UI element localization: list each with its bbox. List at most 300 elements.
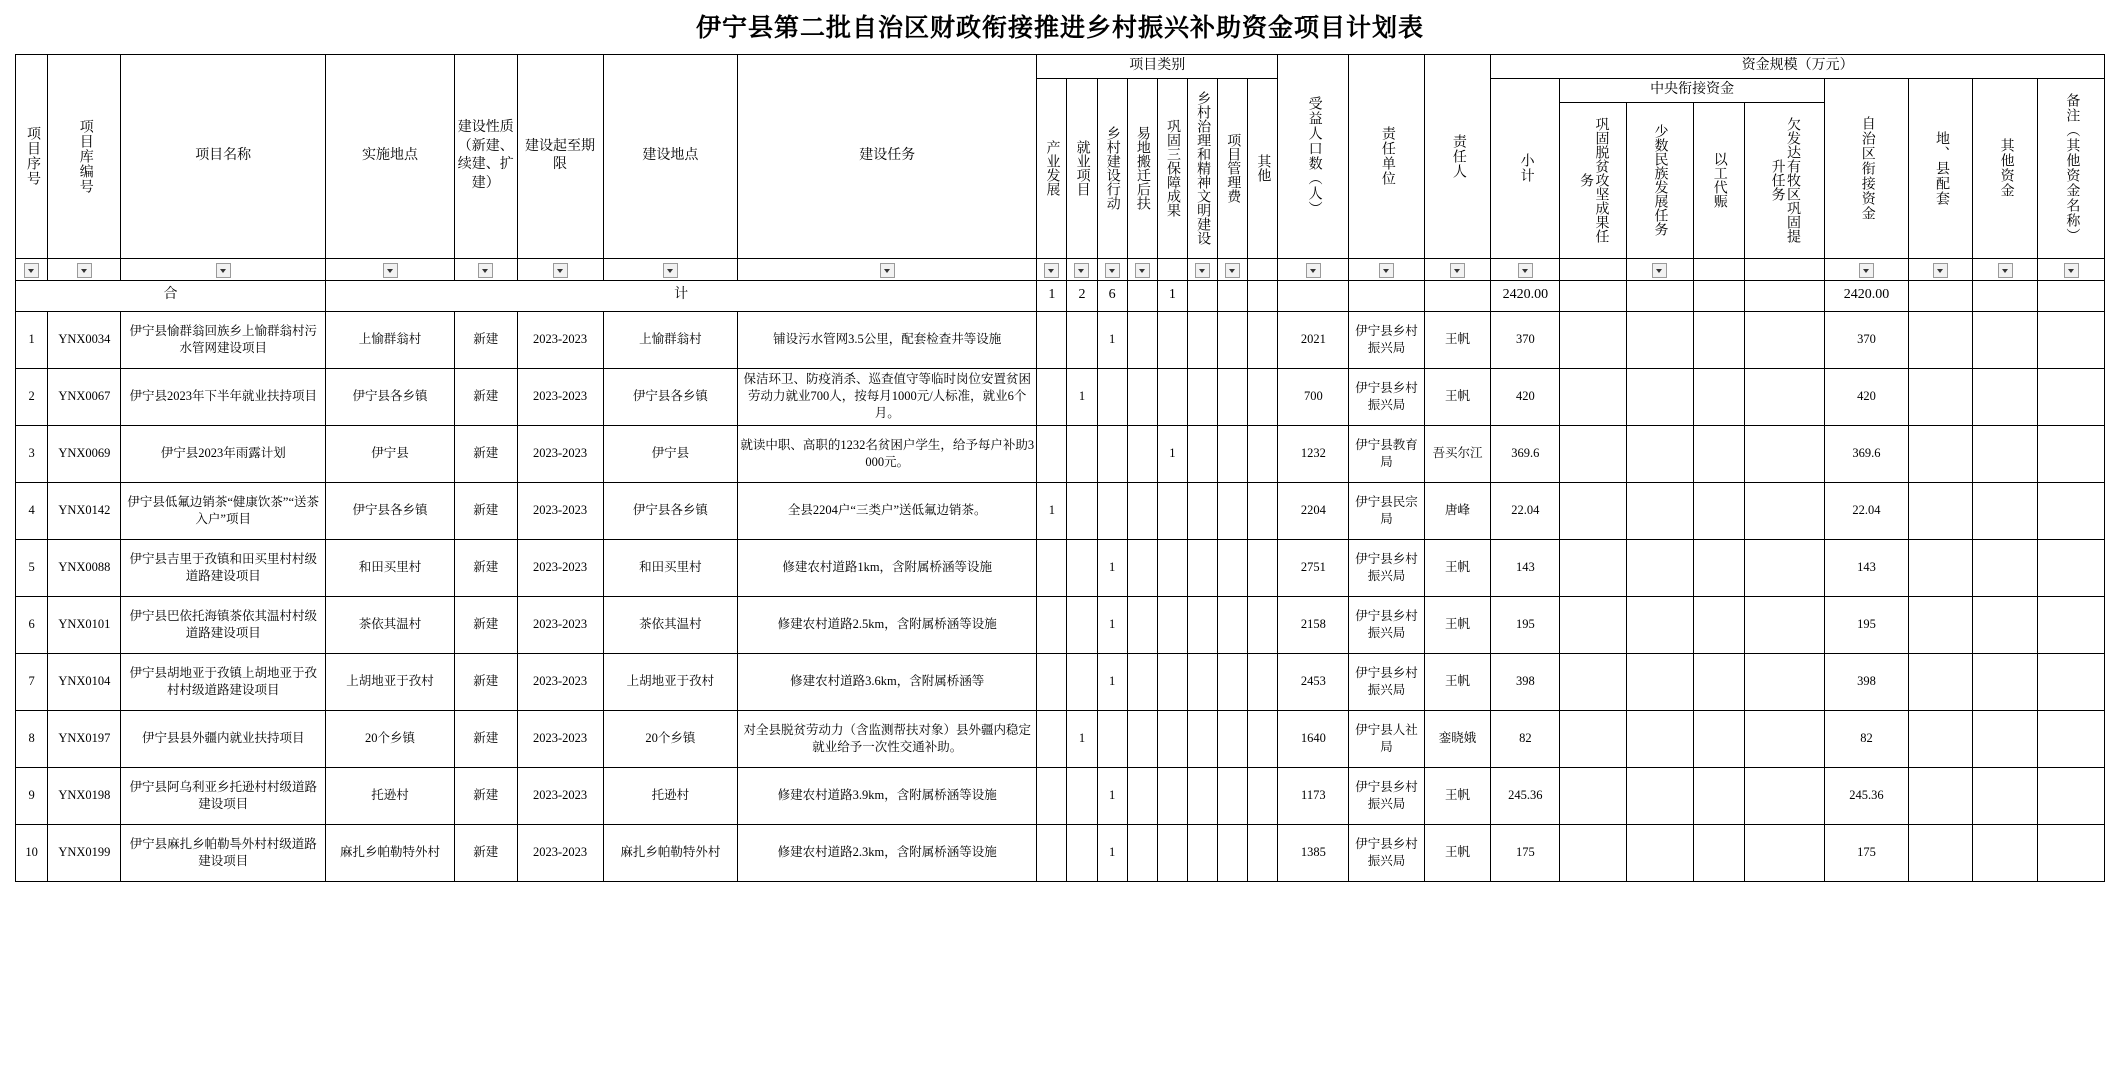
filter-dropdown-icon[interactable] <box>1518 263 1533 278</box>
project-plan-table <box>15 54 2105 882</box>
cell-resp-person: 唐峰 <box>1424 482 1491 539</box>
cell-code: YNX0088 <box>48 539 121 596</box>
cell-task: 修建农村道路1km，含附属桥涵等设施 <box>738 539 1037 596</box>
filter-central-work-relief[interactable] <box>1693 258 1745 280</box>
cell-remark <box>2038 824 2105 881</box>
cell-resp-person: 王帆 <box>1424 539 1491 596</box>
filter-local-match[interactable] <box>1908 258 1973 280</box>
cell-task: 对全县脱贫劳动力（含监测帮扶对象）县外疆内稳定就业给予一次性交通补助。 <box>738 710 1037 767</box>
col-header-cat-employment: 就业项目 <box>1067 78 1097 258</box>
cell-task: 就读中职、高职的1232名贫困户学生，给予每户补助3000元。 <box>738 425 1037 482</box>
cell-autonomous-funds: 82 <box>1824 710 1908 767</box>
cell-cat-employment <box>1067 482 1097 539</box>
cell-nature: 新建 <box>455 311 517 368</box>
cell-cat-industry <box>1037 824 1067 881</box>
cell-central-pastoral <box>1745 767 1825 824</box>
cell-seq: 1 <box>16 311 48 368</box>
cell-name: 伊宁县吉里于孜镇和田买里村村级道路建设项目 <box>121 539 325 596</box>
cell-cat-industry <box>1037 311 1067 368</box>
filter-dropdown-icon[interactable] <box>880 263 895 278</box>
filter-dropdown-icon[interactable] <box>1859 263 1874 278</box>
cell-seq: 7 <box>16 653 48 710</box>
cell-impl-place: 上胡地亚于孜村 <box>325 653 454 710</box>
col-header-cat-mgmt-fee: 项目管理费 <box>1218 78 1248 258</box>
filter-remark[interactable] <box>2038 258 2105 280</box>
filter-dropdown-icon[interactable] <box>1135 263 1150 278</box>
cell-name: 伊宁县胡地亚于孜镇上胡地亚于孜村村级道路建设项目 <box>121 653 325 710</box>
cell-code: YNX0067 <box>48 368 121 425</box>
cell-central-minority <box>1626 710 1693 767</box>
cell-central-pastoral <box>1745 596 1825 653</box>
cell-cat-employment <box>1067 311 1097 368</box>
cell-resp-unit: 伊宁县教育局 <box>1349 425 1424 482</box>
cell-nature: 新建 <box>455 482 517 539</box>
cell-impl-place: 上愉群翁村 <box>325 311 454 368</box>
cell-name: 伊宁县愉群翁回族乡上愉群翁村污水管网建设项目 <box>121 311 325 368</box>
cell-other-funds <box>1973 311 2038 368</box>
filter-dropdown-icon[interactable] <box>1105 263 1120 278</box>
cell-local-match <box>1908 824 1973 881</box>
filter-cat-governance[interactable] <box>1187 258 1217 280</box>
cell-resp-unit: 伊宁县乡村振兴局 <box>1349 596 1424 653</box>
cell-location: 托逊村 <box>603 767 738 824</box>
cell-central-pastoral <box>1745 539 1825 596</box>
cell-central-poverty <box>1560 311 1627 368</box>
cell-cat-other <box>1248 539 1278 596</box>
filter-dropdown-icon[interactable] <box>1225 263 1240 278</box>
col-header-name: 项目名称 <box>121 55 325 259</box>
cell-central-pastoral <box>1745 482 1825 539</box>
cell-period: 2023-2023 <box>517 596 603 653</box>
cell-autonomous-funds: 175 <box>1824 824 1908 881</box>
total-row <box>16 280 2105 311</box>
filter-impl-place[interactable] <box>325 258 454 280</box>
cell-resp-person: 王帆 <box>1424 596 1491 653</box>
filter-dropdown-icon[interactable] <box>1379 263 1394 278</box>
cell-cat-mgmt-fee <box>1218 482 1248 539</box>
col-header-period: 建设起至期限 <box>517 55 603 259</box>
cell-local-match <box>1908 710 1973 767</box>
cell-other-funds <box>1973 824 2038 881</box>
cell-cat-other <box>1248 653 1278 710</box>
cell-impl-place: 伊宁县 <box>325 425 454 482</box>
filter-cat-consolidate[interactable] <box>1157 258 1187 280</box>
col-header-impl-place: 实施地点 <box>325 55 454 259</box>
cell-resp-unit: 伊宁县乡村振兴局 <box>1349 311 1424 368</box>
cell-nature: 新建 <box>455 653 517 710</box>
cell-cat-mgmt-fee <box>1218 539 1248 596</box>
cell-remark <box>2038 653 2105 710</box>
filter-period[interactable] <box>517 258 603 280</box>
cell-name: 伊宁县麻扎乡帕勒특外村村级道路建设项目 <box>121 824 325 881</box>
cell-resp-unit: 伊宁县乡村振兴局 <box>1349 539 1424 596</box>
cell-cat-relocation <box>1127 710 1157 767</box>
filter-dropdown-icon[interactable] <box>1450 263 1465 278</box>
cell-code: YNX0104 <box>48 653 121 710</box>
cell-subtotal: 195 <box>1491 596 1560 653</box>
cell-cat-governance <box>1187 368 1217 425</box>
cell-subtotal: 245.36 <box>1491 767 1560 824</box>
cell-central-work-relief <box>1693 425 1745 482</box>
cell-central-poverty <box>1560 710 1627 767</box>
cell-beneficiaries: 2453 <box>1278 653 1349 710</box>
col-header-autonomous-funds: 自治区衔接资金 <box>1824 78 1908 258</box>
total-cat-other <box>1248 280 1278 311</box>
group-header-fund-scale: 资金规模（万元） <box>1491 55 2105 79</box>
cell-central-minority <box>1626 425 1693 482</box>
cell-local-match <box>1908 368 1973 425</box>
cell-central-pastoral <box>1745 824 1825 881</box>
cell-cat-consolidate <box>1157 824 1187 881</box>
cell-cat-village: 1 <box>1097 653 1127 710</box>
cell-resp-unit: 伊宁县乡村振兴局 <box>1349 767 1424 824</box>
table-row <box>16 482 2105 539</box>
total-autonomous-funds: 2420.00 <box>1824 280 1908 311</box>
filter-dropdown-icon[interactable] <box>1933 263 1948 278</box>
cell-cat-industry <box>1037 425 1067 482</box>
cell-cat-other <box>1248 767 1278 824</box>
cell-subtotal: 143 <box>1491 539 1560 596</box>
cell-cat-village <box>1097 482 1127 539</box>
cell-cat-mgmt-fee <box>1218 596 1248 653</box>
cell-subtotal: 370 <box>1491 311 1560 368</box>
cell-resp-person: 王帆 <box>1424 824 1491 881</box>
cell-cat-mgmt-fee <box>1218 425 1248 482</box>
cell-location: 伊宁县各乡镇 <box>603 368 738 425</box>
col-header-resp-person: 责任人 <box>1424 55 1491 259</box>
cell-cat-other <box>1248 368 1278 425</box>
cell-cat-industry <box>1037 596 1067 653</box>
cell-cat-governance <box>1187 653 1217 710</box>
cell-central-work-relief <box>1693 824 1745 881</box>
cell-cat-governance <box>1187 539 1217 596</box>
filter-code[interactable] <box>48 258 121 280</box>
filter-dropdown-icon[interactable] <box>1652 263 1667 278</box>
filter-dropdown-icon[interactable] <box>1306 263 1321 278</box>
cell-seq: 2 <box>16 368 48 425</box>
col-header-local-match: 地、县配套 <box>1908 78 1973 258</box>
col-header-cat-other: 其他 <box>1248 78 1278 258</box>
total-cat-employment: 2 <box>1067 280 1097 311</box>
filter-dropdown-icon[interactable] <box>1195 263 1210 278</box>
cell-code: YNX0198 <box>48 767 121 824</box>
table-row <box>16 539 2105 596</box>
col-header-other-funds: 其他资金 <box>1973 78 2038 258</box>
cell-beneficiaries: 2021 <box>1278 311 1349 368</box>
cell-cat-industry <box>1037 539 1067 596</box>
cell-other-funds <box>1973 482 2038 539</box>
cell-cat-village: 1 <box>1097 767 1127 824</box>
cell-cat-other <box>1248 596 1278 653</box>
filter-resp-unit[interactable] <box>1349 258 1424 280</box>
cell-cat-village: 1 <box>1097 311 1127 368</box>
cell-location: 上胡地亚于孜村 <box>603 653 738 710</box>
filter-task[interactable] <box>738 258 1037 280</box>
header-row-groups <box>16 55 2105 79</box>
filter-cat-mgmt-fee[interactable] <box>1218 258 1248 280</box>
filter-dropdown-icon[interactable] <box>663 263 678 278</box>
col-header-code: 项目库编号 <box>48 55 121 259</box>
cell-code: YNX0142 <box>48 482 121 539</box>
cell-cat-village <box>1097 710 1127 767</box>
cell-autonomous-funds: 143 <box>1824 539 1908 596</box>
cell-remark <box>2038 482 2105 539</box>
filter-cat-village[interactable] <box>1097 258 1127 280</box>
cell-nature: 新建 <box>455 539 517 596</box>
cell-code: YNX0199 <box>48 824 121 881</box>
filter-dropdown-icon[interactable] <box>1998 263 2013 278</box>
filter-seq[interactable] <box>16 258 48 280</box>
cell-nature: 新建 <box>455 710 517 767</box>
cell-cat-employment: 1 <box>1067 368 1097 425</box>
total-central-work-relief <box>1693 280 1745 311</box>
cell-name: 伊宁县低氟边销茶“健康饮茶”“送茶入户”项目 <box>121 482 325 539</box>
cell-central-poverty <box>1560 596 1627 653</box>
filter-cat-other[interactable] <box>1248 258 1278 280</box>
col-header-beneficiaries: 受益人口数（人） <box>1278 55 1349 259</box>
cell-autonomous-funds: 420 <box>1824 368 1908 425</box>
col-header-central-poverty: 巩固脱贫攻坚成果任务 <box>1560 102 1627 258</box>
cell-cat-employment <box>1067 425 1097 482</box>
filter-dropdown-icon[interactable] <box>216 263 231 278</box>
cell-local-match <box>1908 653 1973 710</box>
table-row <box>16 710 2105 767</box>
filter-dropdown-icon[interactable] <box>383 263 398 278</box>
cell-cat-consolidate <box>1157 539 1187 596</box>
cell-remark <box>2038 311 2105 368</box>
cell-location: 麻扎乡帕勒特外村 <box>603 824 738 881</box>
group-header-central-funds: 中央衔接资金 <box>1560 78 1825 102</box>
cell-central-work-relief <box>1693 767 1745 824</box>
cell-cat-mgmt-fee <box>1218 311 1248 368</box>
cell-central-work-relief <box>1693 311 1745 368</box>
cell-cat-employment <box>1067 653 1097 710</box>
cell-code: YNX0034 <box>48 311 121 368</box>
filter-subtotal[interactable] <box>1491 258 1560 280</box>
cell-central-work-relief <box>1693 596 1745 653</box>
cell-cat-village <box>1097 368 1127 425</box>
cell-cat-governance <box>1187 710 1217 767</box>
table-row <box>16 596 2105 653</box>
cell-local-match <box>1908 767 1973 824</box>
cell-name: 伊宁县2023年雨露计划 <box>121 425 325 482</box>
filter-other-funds[interactable] <box>1973 258 2038 280</box>
cell-cat-governance <box>1187 425 1217 482</box>
cell-autonomous-funds: 22.04 <box>1824 482 1908 539</box>
cell-beneficiaries: 2158 <box>1278 596 1349 653</box>
cell-seq: 10 <box>16 824 48 881</box>
cell-remark <box>2038 425 2105 482</box>
cell-other-funds <box>1973 767 2038 824</box>
total-resp-person <box>1424 280 1491 311</box>
cell-cat-other <box>1248 311 1278 368</box>
cell-location: 茶依其温村 <box>603 596 738 653</box>
total-central-poverty <box>1560 280 1627 311</box>
cell-central-pastoral <box>1745 653 1825 710</box>
cell-cat-consolidate <box>1157 653 1187 710</box>
cell-subtotal: 398 <box>1491 653 1560 710</box>
total-local-match <box>1908 280 1973 311</box>
cell-central-minority <box>1626 653 1693 710</box>
filter-dropdown-icon[interactable] <box>2064 263 2079 278</box>
cell-central-poverty <box>1560 368 1627 425</box>
cell-cat-consolidate <box>1157 368 1187 425</box>
filter-location[interactable] <box>603 258 738 280</box>
filter-dropdown-icon[interactable] <box>553 263 568 278</box>
cell-cat-mgmt-fee <box>1218 368 1248 425</box>
cell-name: 伊宁县2023年下半年就业扶持项目 <box>121 368 325 425</box>
cell-cat-relocation <box>1127 368 1157 425</box>
filter-dropdown-icon[interactable] <box>77 263 92 278</box>
cell-cat-consolidate <box>1157 482 1187 539</box>
filter-dropdown-icon[interactable] <box>24 263 39 278</box>
cell-central-pastoral <box>1745 425 1825 482</box>
cell-autonomous-funds: 245.36 <box>1824 767 1908 824</box>
cell-resp-unit: 伊宁县人社局 <box>1349 710 1424 767</box>
filter-cat-relocation[interactable] <box>1127 258 1157 280</box>
col-header-cat-consolidate: 巩固三保障成果 <box>1157 78 1187 258</box>
cell-cat-relocation <box>1127 539 1157 596</box>
cell-central-minority <box>1626 482 1693 539</box>
cell-remark <box>2038 539 2105 596</box>
cell-name: 伊宁县县外疆内就业扶持项目 <box>121 710 325 767</box>
cell-task: 全县2204户“三类户”送低氟边销茶。 <box>738 482 1037 539</box>
total-cat-mgmt-fee <box>1218 280 1248 311</box>
cell-location: 上愉群翁村 <box>603 311 738 368</box>
cell-seq: 3 <box>16 425 48 482</box>
cell-period: 2023-2023 <box>517 482 603 539</box>
total-label: 合 <box>16 280 326 311</box>
cell-cat-other <box>1248 482 1278 539</box>
filter-central-minority[interactable] <box>1626 258 1693 280</box>
table-row <box>16 368 2105 425</box>
cell-central-minority <box>1626 311 1693 368</box>
cell-central-minority <box>1626 368 1693 425</box>
cell-cat-consolidate <box>1157 311 1187 368</box>
cell-cat-industry <box>1037 653 1067 710</box>
cell-central-poverty <box>1560 653 1627 710</box>
cell-cat-mgmt-fee <box>1218 653 1248 710</box>
cell-other-funds <box>1973 710 2038 767</box>
cell-resp-unit: 伊宁县民宗局 <box>1349 482 1424 539</box>
cell-autonomous-funds: 195 <box>1824 596 1908 653</box>
cell-resp-person: 銮晓娥 <box>1424 710 1491 767</box>
filter-dropdown-icon[interactable] <box>1074 263 1089 278</box>
cell-remark <box>2038 710 2105 767</box>
cell-beneficiaries: 1385 <box>1278 824 1349 881</box>
filter-resp-person[interactable] <box>1424 258 1491 280</box>
page-title: 伊宁县第二批自治区财政衔接推进乡村振兴补助资金项目计划表 <box>695 15 1424 42</box>
filter-central-pastoral[interactable] <box>1745 258 1825 280</box>
col-header-cat-industry: 产业发展 <box>1037 78 1067 258</box>
cell-central-poverty <box>1560 539 1627 596</box>
cell-cat-governance <box>1187 596 1217 653</box>
cell-cat-village <box>1097 425 1127 482</box>
cell-location: 20个乡镇 <box>603 710 738 767</box>
cell-nature: 新建 <box>455 596 517 653</box>
total-cat-village: 6 <box>1097 280 1127 311</box>
cell-seq: 5 <box>16 539 48 596</box>
total-cat-governance <box>1187 280 1217 311</box>
cell-task: 修建农村道路2.3km，含附属桥涵等设施 <box>738 824 1037 881</box>
filter-beneficiaries[interactable] <box>1278 258 1349 280</box>
cell-central-poverty <box>1560 767 1627 824</box>
cell-task: 铺设污水管网3.5公里，配套检查井等设施 <box>738 311 1037 368</box>
cell-cat-governance <box>1187 767 1217 824</box>
cell-location: 和田买里村 <box>603 539 738 596</box>
col-header-task: 建设任务 <box>738 55 1037 259</box>
total-central-pastoral <box>1745 280 1825 311</box>
cell-cat-mgmt-fee <box>1218 824 1248 881</box>
cell-task: 修建农村道路2.5km，含附属桥涵等设施 <box>738 596 1037 653</box>
cell-cat-employment <box>1067 539 1097 596</box>
cell-impl-place: 伊宁县各乡镇 <box>325 482 454 539</box>
cell-subtotal: 420 <box>1491 368 1560 425</box>
cell-resp-unit: 伊宁县乡村振兴局 <box>1349 368 1424 425</box>
col-header-central-pastoral: 欠发达有牧区巩固提升任务 <box>1745 102 1825 258</box>
filter-nature[interactable] <box>455 258 517 280</box>
cell-cat-industry <box>1037 368 1067 425</box>
total-label-2: 计 <box>325 280 1036 311</box>
cell-code: YNX0197 <box>48 710 121 767</box>
table-row <box>16 767 2105 824</box>
cell-central-pastoral <box>1745 311 1825 368</box>
cell-period: 2023-2023 <box>517 767 603 824</box>
cell-local-match <box>1908 311 1973 368</box>
filter-name[interactable] <box>121 258 325 280</box>
col-header-remark: 备注（其他资金名称） <box>2038 78 2105 258</box>
table-row <box>16 425 2105 482</box>
cell-central-poverty <box>1560 824 1627 881</box>
cell-central-work-relief <box>1693 368 1745 425</box>
cell-central-poverty <box>1560 425 1627 482</box>
filter-cat-employment[interactable] <box>1067 258 1097 280</box>
cell-remark <box>2038 596 2105 653</box>
cell-resp-unit: 伊宁县乡村振兴局 <box>1349 824 1424 881</box>
cell-subtotal: 175 <box>1491 824 1560 881</box>
cell-local-match <box>1908 425 1973 482</box>
cell-other-funds <box>1973 425 2038 482</box>
cell-impl-place: 和田买里村 <box>325 539 454 596</box>
cell-other-funds <box>1973 596 2038 653</box>
cell-autonomous-funds: 369.6 <box>1824 425 1908 482</box>
cell-period: 2023-2023 <box>517 710 603 767</box>
col-header-location: 建设地点 <box>603 55 738 259</box>
cell-nature: 新建 <box>455 425 517 482</box>
cell-cat-village: 1 <box>1097 539 1127 596</box>
filter-autonomous-funds[interactable] <box>1824 258 1908 280</box>
cell-cat-relocation <box>1127 482 1157 539</box>
cell-resp-person: 王帆 <box>1424 767 1491 824</box>
total-cat-industry: 1 <box>1037 280 1067 311</box>
cell-cat-village: 1 <box>1097 824 1127 881</box>
cell-cat-consolidate <box>1157 596 1187 653</box>
cell-central-minority <box>1626 596 1693 653</box>
cell-seq: 8 <box>16 710 48 767</box>
filter-dropdown-icon[interactable] <box>1044 263 1059 278</box>
cell-cat-mgmt-fee <box>1218 710 1248 767</box>
col-header-cat-governance: 乡村治理和精神文明建设 <box>1187 78 1217 258</box>
filter-cat-industry[interactable] <box>1037 258 1067 280</box>
cell-cat-consolidate <box>1157 710 1187 767</box>
filter-dropdown-icon[interactable] <box>478 263 493 278</box>
cell-central-pastoral <box>1745 710 1825 767</box>
col-header-cat-relocation: 易地搬迁后扶 <box>1127 78 1157 258</box>
cell-cat-governance <box>1187 482 1217 539</box>
total-beneficiaries <box>1278 280 1349 311</box>
cell-central-pastoral <box>1745 368 1825 425</box>
filter-central-poverty[interactable] <box>1560 258 1627 280</box>
